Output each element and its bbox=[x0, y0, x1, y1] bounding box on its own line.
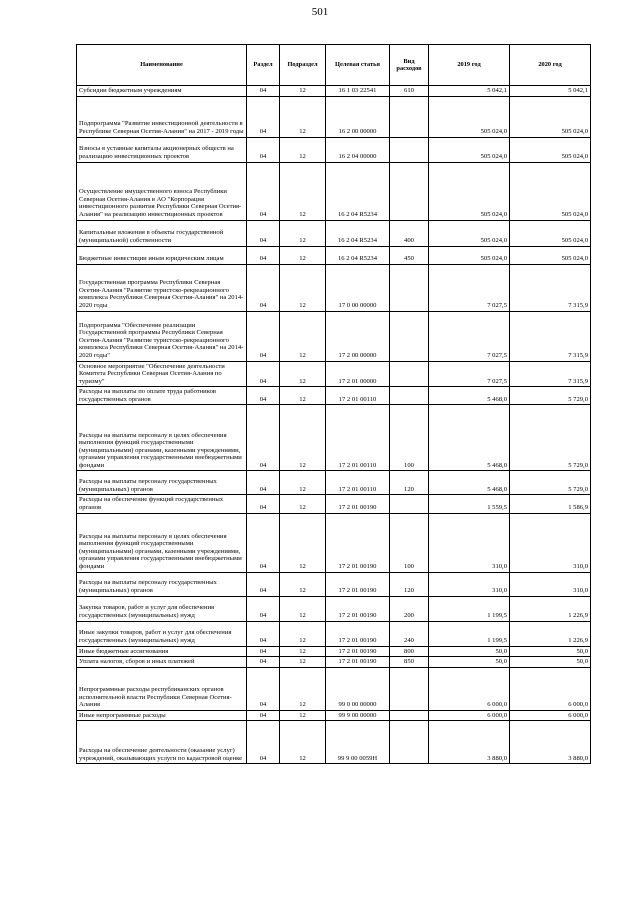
row-section-cell: 04 bbox=[247, 596, 280, 621]
row-2020-cell: 505 024,0 bbox=[510, 162, 591, 220]
row-expense-type-cell bbox=[390, 710, 429, 721]
row-2020-cell: 3 880,0 bbox=[510, 721, 591, 764]
table-row bbox=[77, 471, 591, 495]
row-section-cell: 04 bbox=[247, 513, 280, 572]
row-name-cell: Основное мероприятие "Обеспечение деятельности Комитета Республики Северная Осетия-Алания по туризму" bbox=[77, 361, 247, 387]
row-2019-cell: 1 199,5 bbox=[429, 596, 510, 621]
row-name-cell: Подпрограмма "Развитие инвестиционной деятельности в Республике Северная Осетия-Алания" на 2017 - 2019 годы bbox=[77, 96, 247, 137]
row-article-cell: 17 2 01 00190 bbox=[326, 596, 390, 621]
row-2019-cell: 310,0 bbox=[429, 572, 510, 596]
row-subsection-cell: 12 bbox=[280, 311, 326, 361]
row-section-cell: 04 bbox=[247, 710, 280, 721]
row-name-cell: Расходы на выплаты персоналу государственных (муниципальных) органов bbox=[77, 572, 247, 596]
row-expense-type-cell: 450 bbox=[390, 246, 429, 264]
table-row bbox=[77, 162, 591, 220]
row-expense-type-cell: 120 bbox=[390, 471, 429, 495]
row-expense-type-cell: 800 bbox=[390, 646, 429, 657]
row-article-cell: 17 0 00 00000 bbox=[326, 264, 390, 311]
row-2020-cell: 6 000,0 bbox=[510, 667, 591, 710]
row-2019-cell: 6 000,0 bbox=[429, 710, 510, 721]
row-section-cell: 04 bbox=[247, 572, 280, 596]
row-subsection-cell: 12 bbox=[280, 646, 326, 657]
row-2020-cell: 1 226,9 bbox=[510, 621, 591, 646]
row-name-cell: Расходы на обеспечение деятельности (оказание услуг) учреждений, оказывающих услуги по кадастровой оценке bbox=[77, 721, 247, 764]
row-subsection-cell: 12 bbox=[280, 246, 326, 264]
row-name-cell: Осуществление имущественного взноса Республики Северная Осетия-Алания в АО "Корпорация инвестиционного развития Республики Северная Осетия-Алания" на реализацию инвестиционных проектов bbox=[77, 162, 247, 220]
row-name-cell: Государственная программа Республики Северная Осетия-Алания "Развитие туристско-рекреационного комплекса Республики Северная Осетия-Алания" на 2014-2020 годы bbox=[77, 264, 247, 311]
row-2020-cell: 310,0 bbox=[510, 572, 591, 596]
row-subsection-cell: 12 bbox=[280, 721, 326, 764]
table-row bbox=[77, 361, 591, 387]
row-subsection-cell: 12 bbox=[280, 710, 326, 721]
row-2020-cell: 7 315,9 bbox=[510, 264, 591, 311]
row-name-cell: Закупка товаров, работ и услуг для обеспечения государственных (муниципальных) нужд bbox=[77, 596, 247, 621]
row-subsection-cell: 12 bbox=[280, 657, 326, 668]
row-2020-cell: 50,0 bbox=[510, 646, 591, 657]
row-2019-cell: 505 024,0 bbox=[429, 246, 510, 264]
row-2020-cell: 5 729,0 bbox=[510, 405, 591, 471]
table-row bbox=[77, 311, 591, 361]
row-2019-cell: 505 024,0 bbox=[429, 220, 510, 246]
row-subsection-cell: 12 bbox=[280, 137, 326, 162]
row-article-cell: 17 2 01 00190 bbox=[326, 513, 390, 572]
column-header-2019: 2019 год bbox=[429, 45, 510, 86]
row-2020-cell: 505 024,0 bbox=[510, 96, 591, 137]
row-2019-cell: 505 024,0 bbox=[429, 96, 510, 137]
row-article-cell: 17 2 01 00110 bbox=[326, 387, 390, 405]
table-row bbox=[77, 495, 591, 513]
row-2019-cell: 5 468,0 bbox=[429, 405, 510, 471]
table-row bbox=[77, 646, 591, 657]
row-name-cell: Взносы в уставные капиталы акционерных обществ на реализацию инвестиционных проектов bbox=[77, 137, 247, 162]
budget-table bbox=[76, 44, 591, 764]
row-article-cell: 17 2 00 00000 bbox=[326, 311, 390, 361]
row-expense-type-cell: 100 bbox=[390, 405, 429, 471]
row-2019-cell: 3 880,0 bbox=[429, 721, 510, 764]
row-name-cell: Иные бюджетные ассигнования bbox=[77, 646, 247, 657]
column-header-expense-type: Вид расходов bbox=[390, 45, 429, 86]
row-section-cell: 04 bbox=[247, 86, 280, 97]
table-row bbox=[77, 86, 591, 97]
row-name-cell: Расходы на выплаты персоналу государственных (муниципальных) органов bbox=[77, 471, 247, 495]
row-article-cell: 17 2 01 00190 bbox=[326, 572, 390, 596]
row-expense-type-cell: 400 bbox=[390, 220, 429, 246]
row-2020-cell: 50,0 bbox=[510, 657, 591, 668]
row-section-cell: 04 bbox=[247, 220, 280, 246]
row-article-cell: 16 2 04 R5234 bbox=[326, 220, 390, 246]
row-2020-cell: 1 586,9 bbox=[510, 495, 591, 513]
table-row bbox=[77, 246, 591, 264]
row-name-cell: Расходы на выплаты персоналу в целях обеспечения выполнения функций государственными (муниципальными) органами, казенными учреждениями, органами управления государственными внебюджетными фондами bbox=[77, 405, 247, 471]
row-2019-cell: 5 468,0 bbox=[429, 471, 510, 495]
row-2020-cell: 5 042,1 bbox=[510, 86, 591, 97]
page-number: 501 bbox=[311, 6, 329, 18]
row-2020-cell: 5 729,0 bbox=[510, 471, 591, 495]
row-article-cell: 17 2 01 00190 bbox=[326, 495, 390, 513]
table-row bbox=[77, 596, 591, 621]
table-row bbox=[77, 137, 591, 162]
column-header-subsection: Подраздел bbox=[280, 45, 326, 86]
row-expense-type-cell bbox=[390, 387, 429, 405]
row-name-cell: Подпрограмма "Обеспечение реализации Государственной программы Республики Северная Осетия-Алания "Развитие туристско-рекреационного комплекса Республики Северная Осетия-Алания" на 2014-2020 годы" bbox=[77, 311, 247, 361]
table-row bbox=[77, 513, 591, 572]
row-article-cell: 17 2 01 00190 bbox=[326, 657, 390, 668]
row-section-cell: 04 bbox=[247, 471, 280, 495]
row-subsection-cell: 12 bbox=[280, 667, 326, 710]
row-name-cell: Расходы на выплаты персоналу в целях обеспечения выполнения функций государственными (муниципальными) органами, казенными учреждениями, органами управления государственными внебюджетными фондами bbox=[77, 513, 247, 572]
row-2019-cell: 7 027,5 bbox=[429, 311, 510, 361]
row-expense-type-cell bbox=[390, 264, 429, 311]
row-name-cell: Капитальные вложения в объекты государственной (муниципальной) собственности bbox=[77, 220, 247, 246]
row-section-cell: 04 bbox=[247, 667, 280, 710]
column-header-article: Целевая статья bbox=[326, 45, 390, 86]
row-article-cell: 17 2 01 00190 bbox=[326, 646, 390, 657]
row-expense-type-cell bbox=[390, 137, 429, 162]
row-section-cell: 04 bbox=[247, 137, 280, 162]
row-2019-cell: 1 199,5 bbox=[429, 621, 510, 646]
table-row bbox=[77, 657, 591, 668]
row-section-cell: 04 bbox=[247, 721, 280, 764]
column-header-2020: 2020 год bbox=[510, 45, 591, 86]
row-2020-cell: 5 729,0 bbox=[510, 387, 591, 405]
row-2020-cell: 6 000,0 bbox=[510, 710, 591, 721]
row-2020-cell: 7 315,9 bbox=[510, 361, 591, 387]
table-row bbox=[77, 220, 591, 246]
table-row bbox=[77, 621, 591, 646]
table-row bbox=[77, 667, 591, 710]
row-article-cell: 16 2 04 R5234 bbox=[326, 162, 390, 220]
row-2019-cell: 50,0 bbox=[429, 646, 510, 657]
table-row bbox=[77, 264, 591, 311]
row-subsection-cell: 12 bbox=[280, 86, 326, 97]
row-expense-type-cell: 100 bbox=[390, 513, 429, 572]
row-2019-cell: 5 468,0 bbox=[429, 387, 510, 405]
row-2019-cell: 1 559,5 bbox=[429, 495, 510, 513]
row-expense-type-cell: 120 bbox=[390, 572, 429, 596]
table-row bbox=[77, 721, 591, 764]
row-2019-cell: 50,0 bbox=[429, 657, 510, 668]
row-2019-cell: 310,0 bbox=[429, 513, 510, 572]
table-row bbox=[77, 387, 591, 405]
row-name-cell: Бюджетные инвестиции иным юридическим лицам bbox=[77, 246, 247, 264]
row-subsection-cell: 12 bbox=[280, 220, 326, 246]
row-subsection-cell: 12 bbox=[280, 596, 326, 621]
row-subsection-cell: 12 bbox=[280, 621, 326, 646]
row-expense-type-cell bbox=[390, 361, 429, 387]
row-expense-type-cell: 240 bbox=[390, 621, 429, 646]
row-expense-type-cell bbox=[390, 311, 429, 361]
table-body bbox=[77, 86, 591, 764]
row-article-cell: 16 2 04 00000 bbox=[326, 137, 390, 162]
row-subsection-cell: 12 bbox=[280, 387, 326, 405]
row-subsection-cell: 12 bbox=[280, 162, 326, 220]
row-article-cell: 99 9 00 0059Н bbox=[326, 721, 390, 764]
row-section-cell: 04 bbox=[247, 264, 280, 311]
row-name-cell: Иные непрограммные расходы bbox=[77, 710, 247, 721]
row-2020-cell: 1 226,9 bbox=[510, 596, 591, 621]
row-2020-cell: 505 024,0 bbox=[510, 246, 591, 264]
row-subsection-cell: 12 bbox=[280, 96, 326, 137]
table-row bbox=[77, 572, 591, 596]
row-article-cell: 17 2 01 00190 bbox=[326, 621, 390, 646]
row-section-cell: 04 bbox=[247, 387, 280, 405]
row-name-cell: Непрограммные расходы республиканских органов исполнительной власти Республики Северная Осетия-Алания bbox=[77, 667, 247, 710]
row-article-cell: 99 9 00 00000 bbox=[326, 710, 390, 721]
row-section-cell: 04 bbox=[247, 657, 280, 668]
row-2019-cell: 505 024,0 bbox=[429, 162, 510, 220]
row-2020-cell: 7 315,9 bbox=[510, 311, 591, 361]
row-name-cell: Расходы на выплаты по оплате труда работников государственных органов bbox=[77, 387, 247, 405]
row-subsection-cell: 12 bbox=[280, 471, 326, 495]
row-section-cell: 04 bbox=[247, 646, 280, 657]
row-expense-type-cell: 200 bbox=[390, 596, 429, 621]
row-2019-cell: 7 027,5 bbox=[429, 361, 510, 387]
row-subsection-cell: 12 bbox=[280, 572, 326, 596]
row-article-cell: 16 1 03 22541 bbox=[326, 86, 390, 97]
row-2019-cell: 7 027,5 bbox=[429, 264, 510, 311]
row-article-cell: 17 2 01 00110 bbox=[326, 405, 390, 471]
row-section-cell: 04 bbox=[247, 311, 280, 361]
row-article-cell: 17 2 01 00110 bbox=[326, 471, 390, 495]
row-2019-cell: 5 042,1 bbox=[429, 86, 510, 97]
column-header-name: Наименование bbox=[77, 45, 247, 86]
table-row bbox=[77, 710, 591, 721]
row-article-cell: 16 2 04 R5234 bbox=[326, 246, 390, 264]
row-section-cell: 04 bbox=[247, 495, 280, 513]
row-expense-type-cell bbox=[390, 721, 429, 764]
row-expense-type-cell bbox=[390, 96, 429, 137]
row-section-cell: 04 bbox=[247, 162, 280, 220]
row-subsection-cell: 12 bbox=[280, 264, 326, 311]
row-section-cell: 04 bbox=[247, 246, 280, 264]
row-expense-type-cell: 610 bbox=[390, 86, 429, 97]
row-2020-cell: 505 024,0 bbox=[510, 220, 591, 246]
table-row bbox=[77, 96, 591, 137]
table-row bbox=[77, 405, 591, 471]
row-article-cell: 17 2 01 00000 bbox=[326, 361, 390, 387]
row-name-cell: Расходы на обеспечение функций государственных органов bbox=[77, 495, 247, 513]
row-name-cell: Иные закупки товаров, работ и услуг для обеспечения государственных (муниципальных) нужд bbox=[77, 621, 247, 646]
column-header-section: Раздел bbox=[247, 45, 280, 86]
row-subsection-cell: 12 bbox=[280, 361, 326, 387]
row-section-cell: 04 bbox=[247, 405, 280, 471]
row-2020-cell: 310,0 bbox=[510, 513, 591, 572]
table-header-row bbox=[77, 45, 591, 86]
row-name-cell: Уплата налогов, сборов и иных платежей bbox=[77, 657, 247, 668]
row-2020-cell: 505 024,0 bbox=[510, 137, 591, 162]
row-expense-type-cell bbox=[390, 162, 429, 220]
row-article-cell: 16 2 00 00000 bbox=[326, 96, 390, 137]
row-expense-type-cell: 850 bbox=[390, 657, 429, 668]
row-expense-type-cell bbox=[390, 495, 429, 513]
row-article-cell: 99 0 00 00000 bbox=[326, 667, 390, 710]
row-section-cell: 04 bbox=[247, 96, 280, 137]
row-2019-cell: 505 024,0 bbox=[429, 137, 510, 162]
row-section-cell: 04 bbox=[247, 361, 280, 387]
row-2019-cell: 6 000,0 bbox=[429, 667, 510, 710]
row-subsection-cell: 12 bbox=[280, 513, 326, 572]
row-name-cell: Субсидии бюджетным учреждениям bbox=[77, 86, 247, 97]
row-subsection-cell: 12 bbox=[280, 495, 326, 513]
row-expense-type-cell bbox=[390, 667, 429, 710]
row-section-cell: 04 bbox=[247, 621, 280, 646]
row-subsection-cell: 12 bbox=[280, 405, 326, 471]
